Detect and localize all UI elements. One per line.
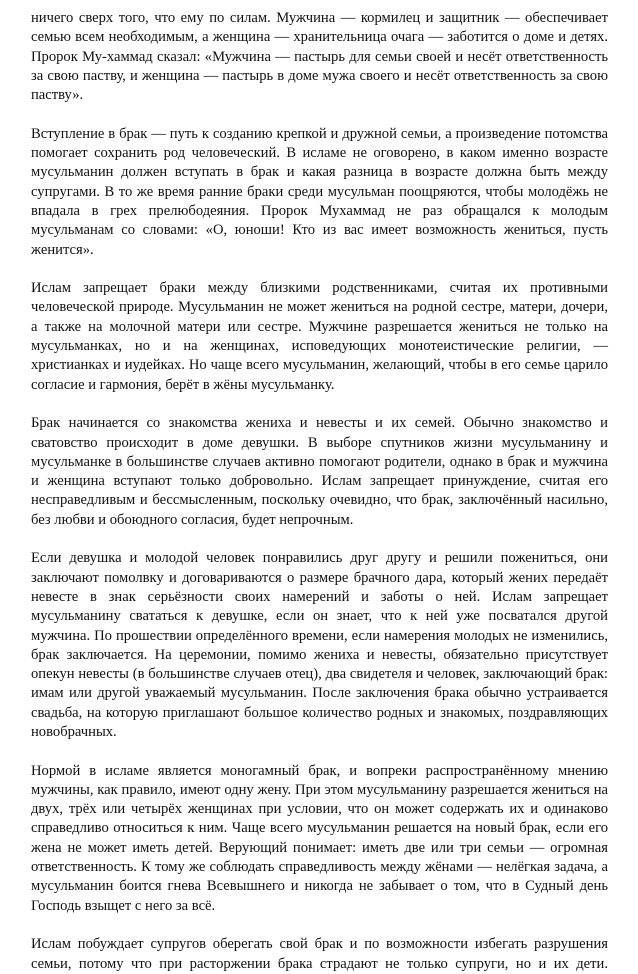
paragraph-matchmaking: Брак начинается со знакомства жениха и невесты и их семей. Обычно знакомство и сватовство происходит в доме девушки. В выборе спутников жизни мусульманину и мусульманке в большинстве случаев активно помогают родители, однако в брак и мужчина и женщина вступают только добровольно. Ислам запрещает принуждение, считая его несправедливым и бессмысленным, поскольку очевидно, что брак, заключённый насильно, без любви и обоюдного согласия, будет непрочным. bbox=[31, 415, 608, 528]
paragraph-family-roles: ничего сверх того, что ему по силам. Мужчина — кормилец и защитник — обеспечивает семью всем необходимым, а женщина — хранительница очага — заботится о доме и детях. Пророк Му-хаммад сказал: «Мужчина — пастырь для семьи своей и несёт ответственность за свою паству, и женщина — пастырь в доме мужа своего и несёт ответственность за свою паству». bbox=[31, 10, 608, 104]
paragraph-forbidden-marriages: Ислам запрещает браки между близкими родственниками, считая их противными человеческой природе. Мусульманин не может жениться на родной сестре, матери, дочери, а также на молочной матери или сестре. Мужчине разрешается жениться не только на мусульманках, но и на женщинах, исповедующих монотеистические религии, — христианках и иудейках. Но чаще всего мусульманин, желающий, чтобы в его семье царило согласие и гармония, берёт в жёны мусульманку. bbox=[31, 280, 608, 393]
paragraph-engagement-ceremony: Если девушка и молодой человек понравились друг другу и решили пожениться, они заключают помолвку и договариваются о размере брачного дара, который жених передаёт невесте в знак серьёзности своих намерений и заботы о ней. Ислам запрещает мусульманину свататься к девушке, если он знает, что к ней уже посватался другой мужчина. По прошествии определённого времени, если намерения молодых не изменились, брак заключается. На церемонии, помимо жениха и невесты, обязательно присутствует опекун невесты (в большинстве случаев отец), два свидетеля и человек, заключающий брак: имам или другой уважаемый мусульманин. После заключения брака обычно устраивается свадьба, на которую приглашают большое количество родных и знакомых, поздравляющих новобрачных. bbox=[31, 550, 608, 740]
paragraph-monogamy: Нормой в исламе является моногамный брак, и вопреки распространённому мнению мужчины, как правило, имеют одну жену. При этом мусульманину разрешается жениться на двух, трёх или четырёх женщинах при условии, что он может содержать их и одинаково справедливо относиться к ним. Чаще всего мусульманин решается на новый брак, если его жена не может иметь детей. Верующий понимает: иметь две или три семьи — огромная ответственность. К тому же соблюдать справедливость между жёнами — нелёгкая задача, а мусульманин боится гнева Всевышнего и никогда не забывает о том, что в Судный день Господь взыщет с него за всё. bbox=[31, 762, 608, 914]
paragraph-marriage-age: Вступление в брак — путь к созданию крепкой и дружной семьи, а произведение потомства помогает сохранить род человеческий. В исламе не оговорено, в каком именно возрасте мусульманин должен вступать в брак и какая разница в возрасте должна быть между супругами. В то же время ранние браки среди мусульман поощряются, чтобы молодёжь не впадала в грех прелюбодеяния. Пророк Мухаммад не раз обращался к молодым мусульманам со словами: «О, юноши! Кто из вас имеет возможность жениться, пусть женится». bbox=[31, 125, 608, 258]
paragraph-preserving-marriage: Ислам побуждает супругов оберегать свой брак и по возможности избегать разрушения семьи, потому что при расторжении брака страдают не только супруги, но и их дети. bbox=[31, 936, 608, 972]
